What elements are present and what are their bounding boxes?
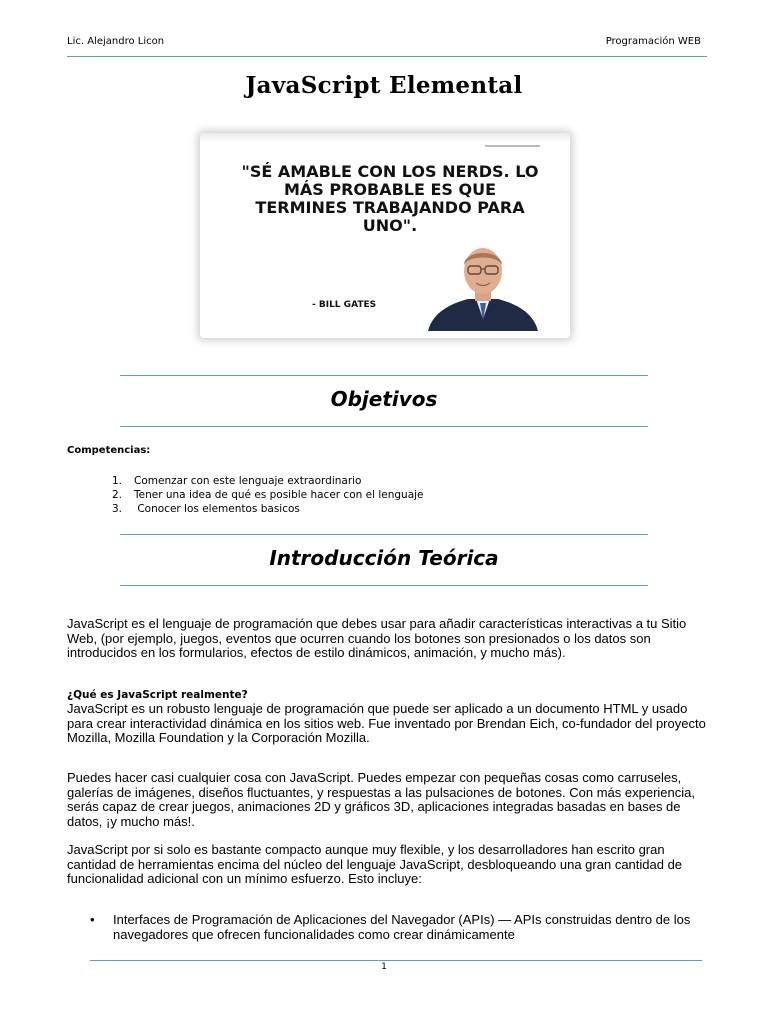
intro-paragraph-2: JavaScript es un robusto lenguaje de programación que puede ser aplicado a un documento HTML y usado para crear interactividad dinámica en los sitios web. Fue inventado por Brendan Eich, co-fundador del proyecto Mozilla, Mozilla Foundation y la Corporación Mozilla. xyxy=(67,701,706,745)
list-item xyxy=(112,502,424,516)
intro-line-top xyxy=(120,534,648,535)
bullet-dot-icon: • xyxy=(90,912,95,927)
objetivos-line-top xyxy=(120,375,648,376)
document-title: JavaScript Elemental xyxy=(245,72,523,99)
objetivos-heading: Objetivos xyxy=(330,387,438,411)
objetivos-line-bottom xyxy=(120,426,648,427)
list-number: 2. xyxy=(112,489,123,501)
header-divider xyxy=(67,56,707,57)
list-item xyxy=(112,488,424,502)
bullet-text: Interfaces de Programación de Aplicaciones del Navegador (APIs) — APIs construidas dentro de los navegadores que ofrecen funcionalidades como crear dinámicamente xyxy=(113,912,691,942)
intro-paragraph-1: JavaScript es el lenguaje de programación que debes usar para añadir características interactivas a tu Sitio Web, (por ejemplo, juegos, eventos que ocurren cuando los botones son presionados o los datos son introducidos en los formularios, efectos de estilo dinámicos, animación, y mucho más). xyxy=(67,616,687,660)
header-course: Programación WEB xyxy=(605,36,701,47)
list-item xyxy=(112,474,424,488)
intro-paragraph-4: JavaScript por si solo es bastante compacto aunque muy flexible, y los desarrolladores han escrito gran cantidad de herramientas encima del núcleo del lenguaje JavaScript, desbloqueando una gran cantidad de funcionalidad adicional con un mínimo esfuerzo. Esto incluye: xyxy=(67,842,683,886)
list-number: 1. xyxy=(112,475,123,487)
list-text: Conocer los elementos basicos xyxy=(134,503,300,515)
list-number: 3. xyxy=(112,503,123,515)
header-author: Lic. Alejandro Licon xyxy=(67,36,165,47)
list-text: Comenzar con este lenguaje extraordinario xyxy=(134,475,362,487)
quote-image-dash xyxy=(485,145,540,147)
competencias-label: Competencias: xyxy=(67,445,151,456)
intro-paragraph-3: Puedes hacer casi cualquier cosa con JavaScript. Puedes empezar con pequeñas cosas como carruseles, galerías de imágenes, diseños fluctuantes, y respuestas a las pulsaciones de botones. Con más experiencia, serás capaz de crear juegos, animaciones 2D y gráficos 3D, aplicaciones integradas basadas en bases de datos, ¡y mucho más!. xyxy=(67,770,695,829)
page-header xyxy=(67,36,701,56)
portrait-illustration xyxy=(428,241,538,331)
intro-question: ¿Qué es JavaScript realmente? xyxy=(67,689,248,701)
footer-divider xyxy=(90,960,702,961)
intro-line-bottom xyxy=(120,585,648,586)
quote-image xyxy=(200,133,570,338)
competencias-list xyxy=(112,474,424,516)
intro-heading: Introducción Teórica xyxy=(269,546,499,570)
list-text: Tener una idea de qué es posible hacer con el lenguaje xyxy=(134,489,424,501)
quote-text: "SÉ AMABLE CON LOS NERDS. LO MÁS PROBABLE ES QUE TERMINES TRABAJANDO PARA UNO". xyxy=(241,162,539,235)
quote-author: - BILL GATES xyxy=(312,300,377,310)
page-number: 1 xyxy=(381,962,387,972)
quote-image-topbar xyxy=(200,133,570,143)
